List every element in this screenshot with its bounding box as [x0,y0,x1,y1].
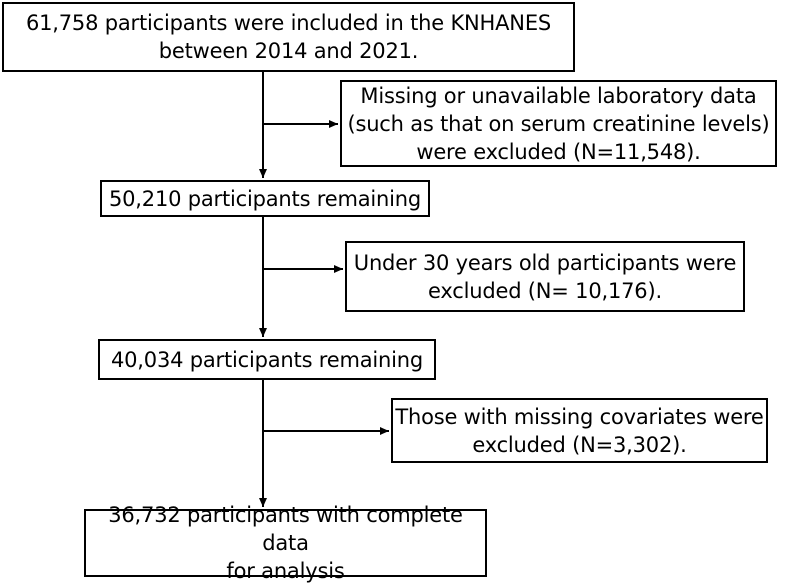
step-remaining-2-box [98,339,436,380]
exclusion-lab-box [340,80,777,167]
exclusion-age-text: Under 30 years old participants were excluded (N= 10,176). [353,250,737,303]
step-included-box [2,2,575,72]
step-final-box [84,503,487,583]
step-remaining-1-box [100,180,430,217]
step-remaining-2-text: 40,034 participants remaining [110,347,424,372]
step-remaining-1-text: 50,210 participants remaining [108,186,422,211]
step-included-text: 61,758 participants were included in the KNHANES between 2014 and 2021. [25,11,552,63]
exclusion-age-box [345,241,745,312]
step-final-text: 36,732 participants with complete data for analysis [108,503,463,583]
exclusion-covariates-text: Those with missing covariates were excluded (N=3,302). [395,404,764,457]
exclusion-lab-text: Missing or unavailable laboratory data (such as that on serum creatinine levels) were excluded (N=11,548). [347,83,770,164]
exclusion-covariates-box [391,398,768,463]
